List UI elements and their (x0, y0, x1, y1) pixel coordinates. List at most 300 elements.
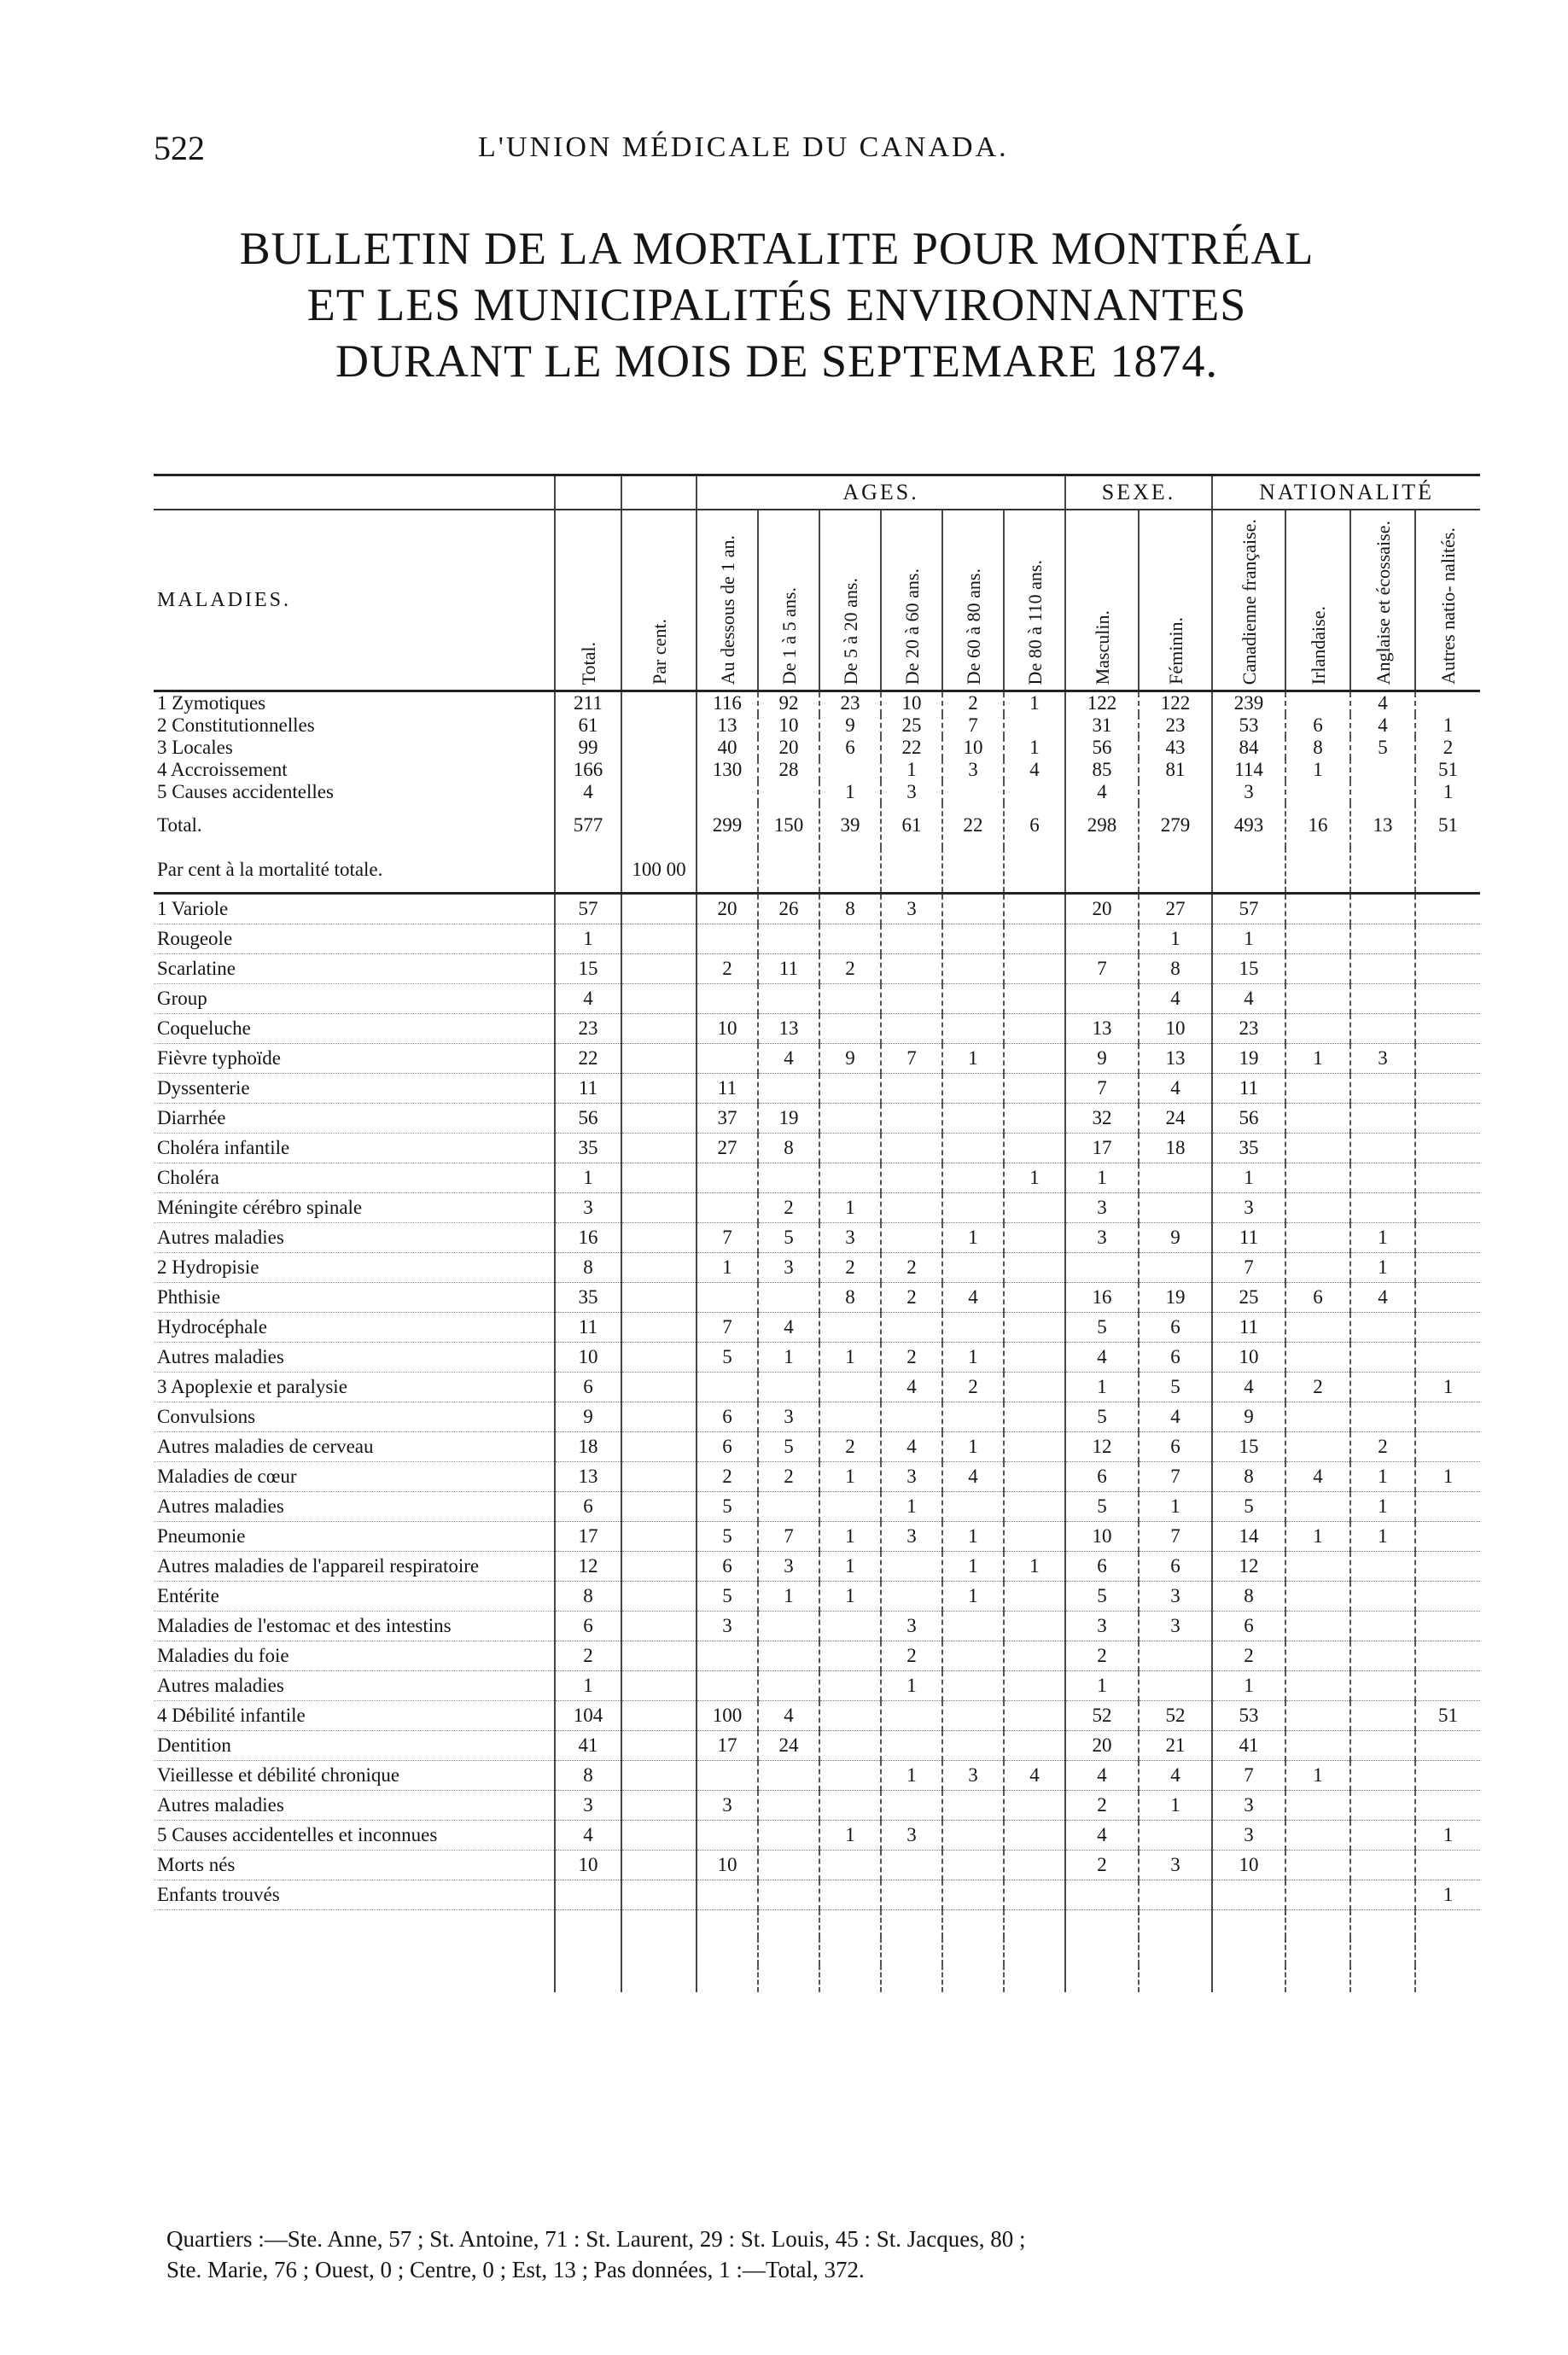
table-cell: 27 (1139, 894, 1212, 924)
disease-label: Maladies du foie (154, 1641, 555, 1671)
table-cell (1350, 894, 1415, 924)
table-cell: 10 (697, 1014, 758, 1044)
table-cell: 57 (1212, 894, 1285, 924)
table-cell: 1 (697, 1253, 758, 1283)
table-cell (1415, 1761, 1480, 1791)
table-cell: 1 (1415, 1462, 1480, 1492)
disease-label: Vieillesse et débilité chronique (154, 1761, 555, 1791)
table-cell: 7 (758, 1522, 819, 1552)
table-cell: 2 (881, 1283, 942, 1313)
blank-row (154, 1965, 1480, 1992)
table-cell (1415, 984, 1480, 1014)
table-cell: 16 (1285, 803, 1350, 848)
table-cell: 4 (942, 1462, 1004, 1492)
table-cell: 2 (1212, 1641, 1285, 1671)
table-cell: 20 (697, 894, 758, 924)
table-cell: 4 (1004, 759, 1065, 781)
table-cell: 1 (1139, 1791, 1212, 1821)
table-cell (819, 1134, 881, 1163)
table-cell (1285, 1641, 1350, 1671)
empty-cell (942, 1938, 1004, 1965)
table-row (154, 691, 1480, 715)
table-cell: 4 (1139, 984, 1212, 1014)
disease-label: Autres maladies de l'appareil respiratoire (154, 1552, 555, 1582)
table-cell: 2 (697, 954, 758, 984)
table-cell: 51 (1415, 803, 1480, 848)
table-cell: 11 (1212, 1313, 1285, 1343)
table-cell: 1 (942, 1223, 1004, 1253)
table-cell: 8 (1212, 1582, 1285, 1612)
table-cell (1285, 984, 1350, 1014)
table-cell: 130 (697, 759, 758, 781)
table-cell (1350, 1134, 1415, 1163)
table-cell: 1 (1004, 737, 1065, 759)
table-cell: 11 (1212, 1074, 1285, 1104)
table-cell: 3 (1139, 1612, 1212, 1641)
table-cell (1415, 1343, 1480, 1373)
table-cell (1004, 714, 1065, 737)
table-cell: 92 (758, 691, 819, 715)
table-row (154, 1582, 1480, 1612)
table-cell: 1 (942, 1044, 1004, 1074)
table-cell (942, 1104, 1004, 1134)
table-cell (697, 924, 758, 954)
table-cell (942, 1193, 1004, 1223)
empty-cell (1139, 1910, 1212, 1938)
table-cell: 23 (1212, 1014, 1285, 1044)
table-cell: 14 (1212, 1522, 1285, 1552)
table-cell (881, 1163, 942, 1193)
table-cell: 10 (697, 1851, 758, 1880)
table-row (154, 1641, 1480, 1671)
table-cell: 9 (1065, 1044, 1139, 1074)
table-cell: 24 (1139, 1104, 1212, 1134)
table-row (154, 714, 1480, 737)
table-cell (819, 1851, 881, 1880)
table-cell: 100 00 (621, 848, 697, 894)
table-cell (881, 1193, 942, 1223)
table-cell (881, 1851, 942, 1880)
column-header-row (154, 510, 1480, 691)
table-cell (1350, 759, 1415, 781)
empty-cell (758, 1965, 819, 1992)
table-cell: 1 (1350, 1492, 1415, 1522)
table-row (154, 1880, 1480, 1910)
table-row (154, 924, 1480, 954)
table-cell (1415, 924, 1480, 954)
disease-label: Maladies de cœur (154, 1462, 555, 1492)
table-cell (697, 1044, 758, 1074)
table-cell (621, 759, 697, 781)
table-cell (942, 1791, 1004, 1821)
table-cell (621, 984, 697, 1014)
empty-cell (1212, 1965, 1285, 1992)
disease-label: Dyssenterie (154, 1074, 555, 1104)
table-cell: 22 (881, 737, 942, 759)
table-cell (881, 984, 942, 1014)
empty-cell (1415, 1938, 1480, 1965)
table-cell (819, 1104, 881, 1134)
table-cell (1004, 894, 1065, 924)
table-cell: 8 (555, 1761, 621, 1791)
col-header-canadienne: Canadienne française. (1238, 518, 1260, 685)
table-cell (819, 984, 881, 1014)
title-line: ET LES MUNICIPALITÉS ENVIRONNANTES (306, 279, 1247, 330)
table-cell: 4 (1285, 1462, 1350, 1492)
table-cell (621, 1671, 697, 1701)
table-cell (1350, 1074, 1415, 1104)
table-cell (1285, 1193, 1350, 1223)
table-cell (1285, 1671, 1350, 1701)
table-cell: 1 (942, 1582, 1004, 1612)
table-row (154, 848, 1480, 894)
table-cell (621, 1432, 697, 1462)
table-cell: 4 (1212, 1373, 1285, 1402)
table-cell (1350, 1731, 1415, 1761)
table-cell (1415, 1402, 1480, 1432)
table-cell: 211 (555, 691, 621, 715)
table-row (154, 1701, 1480, 1731)
table-cell: 52 (1065, 1701, 1139, 1731)
table-cell (881, 1552, 942, 1582)
table-cell (1350, 1014, 1415, 1044)
table-cell (819, 1163, 881, 1193)
table-cell (621, 894, 697, 924)
sexe-group-header: SEXE. (1065, 475, 1212, 510)
table-row (154, 1163, 1480, 1193)
table-cell: 6 (555, 1373, 621, 1402)
table-cell: 1 (1065, 1671, 1139, 1701)
table-cell: 41 (555, 1731, 621, 1761)
table-cell (1004, 1253, 1065, 1283)
table-cell: 10 (942, 737, 1004, 759)
table-cell (819, 1641, 881, 1671)
table-cell (1004, 781, 1065, 803)
table-cell (942, 1313, 1004, 1343)
empty-cell (881, 1910, 942, 1938)
table-cell: 3 (942, 1761, 1004, 1791)
table-cell: 1 (942, 1552, 1004, 1582)
table-cell: 40 (697, 737, 758, 759)
table-cell (758, 1641, 819, 1671)
table-cell (1285, 1552, 1350, 1582)
table-cell (1350, 1851, 1415, 1880)
journal-title: L'UNION MÉDICALE DU CANADA. (478, 131, 1009, 163)
table-cell (1004, 1612, 1065, 1641)
empty-cell (1065, 1965, 1139, 1992)
empty-cell (1004, 1965, 1065, 1992)
col-header-20-60: De 20 à 60 ans. (901, 568, 923, 685)
table-cell (1285, 954, 1350, 984)
table-cell: 3 (1065, 1193, 1139, 1223)
table-cell (1139, 1163, 1212, 1193)
table-cell: 1 (1139, 924, 1212, 954)
empty-cell (819, 1910, 881, 1938)
empty-cell (555, 1910, 621, 1938)
table-cell: 1 (1350, 1522, 1415, 1552)
table-cell (1415, 1851, 1480, 1880)
table-cell: 11 (555, 1313, 621, 1343)
table-cell (1004, 1731, 1065, 1761)
table-cell (697, 1641, 758, 1671)
table-cell: 3 (1139, 1851, 1212, 1880)
table-cell (1415, 1791, 1480, 1821)
title-line: BULLETIN DE LA MORTALITE POUR MONTRÉAL (239, 223, 1314, 274)
table-cell: 35 (1212, 1134, 1285, 1163)
table-cell: 3 (881, 894, 942, 924)
table-cell: 7 (697, 1313, 758, 1343)
table-cell (942, 984, 1004, 1014)
table-cell: 39 (819, 803, 881, 848)
table-cell (881, 1731, 942, 1761)
table-cell: 27 (697, 1134, 758, 1163)
table-cell (1350, 1104, 1415, 1134)
table-cell (621, 1313, 697, 1343)
table-row (154, 1731, 1480, 1761)
table-cell (881, 1223, 942, 1253)
table-cell (1004, 848, 1065, 894)
table-cell: 5 (1139, 1373, 1212, 1402)
table-cell (621, 1612, 697, 1641)
table-cell: 7 (1212, 1253, 1285, 1283)
table-row (154, 1193, 1480, 1223)
table-cell: 5 (1212, 1492, 1285, 1522)
disease-label: 1 Variole (154, 894, 555, 924)
table-row (154, 1313, 1480, 1343)
table-cell: 2 (881, 1343, 942, 1373)
table-cell: 4 (1350, 714, 1415, 737)
disease-label: Choléra infantile (154, 1134, 555, 1163)
table-cell: 20 (1065, 1731, 1139, 1761)
table-cell (1350, 1373, 1415, 1402)
disease-label: Autres maladies (154, 1791, 555, 1821)
table-cell: 1 (819, 1462, 881, 1492)
table-cell: 1 (1065, 1373, 1139, 1402)
table-cell: 3 (1139, 1582, 1212, 1612)
table-cell: 1 (555, 1163, 621, 1193)
table-row (154, 759, 1480, 781)
table-cell: 1 (819, 1193, 881, 1223)
table-cell (881, 1791, 942, 1821)
table-cell (621, 1641, 697, 1671)
table-cell: 5 (697, 1522, 758, 1552)
disease-label: Coqueluche (154, 1014, 555, 1044)
table-cell: 1 (1004, 691, 1065, 715)
table-cell: 1 (942, 1522, 1004, 1552)
empty-cell (621, 1910, 697, 1938)
empty-cell (621, 1965, 697, 1992)
table-cell: 6 (1285, 1283, 1350, 1313)
table-cell: 1 (1285, 1044, 1350, 1074)
table-cell: 6 (1212, 1612, 1285, 1641)
table-cell (1350, 1671, 1415, 1701)
table-cell (697, 1373, 758, 1402)
table-cell: 4 (942, 1283, 1004, 1313)
empty-cell (1065, 1938, 1139, 1965)
table-cell: 100 (697, 1701, 758, 1731)
empty-cell (942, 1910, 1004, 1938)
table-cell: 1 (819, 1552, 881, 1582)
table-cell: 1 (819, 1821, 881, 1851)
table-cell (1285, 1253, 1350, 1283)
bulletin-title (128, 220, 1425, 389)
table-cell (942, 1880, 1004, 1910)
table-cell (942, 1821, 1004, 1851)
empty-cell (1212, 1938, 1285, 1965)
table-cell (1004, 1821, 1065, 1851)
table-cell (1415, 1582, 1480, 1612)
table-cell (881, 1014, 942, 1044)
table-cell: 11 (1212, 1223, 1285, 1253)
table-row (154, 1283, 1480, 1313)
table-cell: 493 (1212, 803, 1285, 848)
table-cell (621, 954, 697, 984)
disease-label: Fièvre typhoïde (154, 1044, 555, 1074)
table-cell (1004, 1432, 1065, 1462)
table-cell: 61 (881, 803, 942, 848)
summary-rows (154, 691, 1480, 804)
table-cell (1139, 1253, 1212, 1283)
mortality-table (154, 474, 1480, 1992)
table-cell (1415, 954, 1480, 984)
table-cell (555, 848, 621, 894)
table-cell (1415, 1044, 1480, 1074)
table-cell: 4 (1065, 1821, 1139, 1851)
table-cell: 10 (555, 1343, 621, 1373)
table-cell: 17 (697, 1731, 758, 1761)
table-cell: 166 (555, 759, 621, 781)
disease-label: Morts nés (154, 1851, 555, 1880)
blank-row (154, 1938, 1480, 1965)
table-cell (1285, 1701, 1350, 1731)
table-cell (1004, 1313, 1065, 1343)
table-cell (1350, 1821, 1415, 1851)
disease-label: 3 Apoplexie et paralysie (154, 1373, 555, 1402)
table-cell (621, 1074, 697, 1104)
table-cell (758, 1880, 819, 1910)
table-cell: 18 (555, 1432, 621, 1462)
table-cell (1285, 924, 1350, 954)
col-header-80-110: De 80 à 110 ans. (1023, 559, 1046, 685)
table-cell (1415, 1492, 1480, 1522)
disease-label: Maladies de l'estomac et des intestins (154, 1612, 555, 1641)
table-cell: 1 (1415, 714, 1480, 737)
table-cell (1285, 1134, 1350, 1163)
empty-cell (1285, 1965, 1350, 1992)
table-row (154, 1492, 1480, 1522)
table-cell: 10 (881, 691, 942, 715)
blank-rows (154, 1910, 1480, 1993)
table-cell: 6 (1285, 714, 1350, 737)
table-cell (1285, 1791, 1350, 1821)
table-cell: 3 (881, 1522, 942, 1552)
table-cell (1004, 1373, 1065, 1402)
table-cell (942, 1612, 1004, 1641)
table-cell: 1 (942, 1343, 1004, 1373)
table-cell: 10 (1212, 1343, 1285, 1373)
table-cell (1285, 1612, 1350, 1641)
table-cell: 19 (758, 1104, 819, 1134)
table-cell: 2 (819, 954, 881, 984)
table-cell: 5 (697, 1343, 758, 1373)
table-cell: 3 (1212, 1791, 1285, 1821)
table-cell: 7 (1139, 1522, 1212, 1552)
table-cell: 3 (697, 1612, 758, 1641)
table-cell (1415, 1552, 1480, 1582)
table-cell: 7 (697, 1223, 758, 1253)
table-cell: 9 (819, 714, 881, 737)
table-cell: 5 (758, 1223, 819, 1253)
table-cell: 35 (555, 1283, 621, 1313)
table-row (154, 1462, 1480, 1492)
table-cell: 4 (1350, 691, 1415, 715)
table-cell (621, 737, 697, 759)
disease-label: Choléra (154, 1163, 555, 1193)
table-cell: 53 (1212, 1701, 1285, 1731)
table-cell (1350, 924, 1415, 954)
table-row (154, 1104, 1480, 1134)
table-cell: 56 (1212, 1104, 1285, 1134)
table-cell (819, 1313, 881, 1343)
table-cell: 122 (1065, 691, 1139, 715)
table-cell: 5 (758, 1432, 819, 1462)
table-cell (942, 1671, 1004, 1701)
table-cell: 21 (1139, 1731, 1212, 1761)
table-cell: 1 (1285, 1522, 1350, 1552)
table-cell: 1 (1285, 759, 1350, 781)
table-cell (1004, 1014, 1065, 1044)
table-cell: 51 (1415, 759, 1480, 781)
table-cell: 3 (1065, 1223, 1139, 1253)
table-cell (881, 1880, 942, 1910)
table-cell (758, 1163, 819, 1193)
empty-cell (758, 1938, 819, 1965)
running-header (154, 128, 1443, 179)
table-row (154, 1671, 1480, 1701)
table-cell: 56 (555, 1104, 621, 1134)
table-cell (1065, 1880, 1139, 1910)
table-cell: 15 (1212, 954, 1285, 984)
table-cell: 56 (1065, 737, 1139, 759)
table-cell (1350, 954, 1415, 984)
table-cell: 3 (758, 1552, 819, 1582)
table-cell (1004, 1880, 1065, 1910)
table-cell: 2 (881, 1253, 942, 1283)
disease-label: 5 Causes accidentelles (157, 781, 334, 802)
col-header-par-cent: Par cent. (648, 619, 670, 685)
table-cell: 9 (1139, 1223, 1212, 1253)
table-cell (1139, 1821, 1212, 1851)
col-header-feminin: Féminin. (1164, 617, 1186, 685)
table-cell (1139, 1671, 1212, 1701)
disease-label: Phthisie (154, 1283, 555, 1313)
table-cell (881, 1104, 942, 1134)
table-row (154, 737, 1480, 759)
table-cell: 1 (1212, 1671, 1285, 1701)
table-cell (1415, 1253, 1480, 1283)
table-cell: 3 (881, 1612, 942, 1641)
table-cell (881, 1402, 942, 1432)
empty-cell (942, 1965, 1004, 1992)
table-cell (621, 1552, 697, 1582)
table-cell: 1 (1350, 1253, 1415, 1283)
table-cell (621, 1582, 697, 1612)
table-cell: 6 (1139, 1313, 1212, 1343)
table-cell (819, 1612, 881, 1641)
table-cell: 13 (758, 1014, 819, 1044)
table-cell: 298 (1065, 803, 1139, 848)
disease-label: Convulsions (154, 1402, 555, 1432)
